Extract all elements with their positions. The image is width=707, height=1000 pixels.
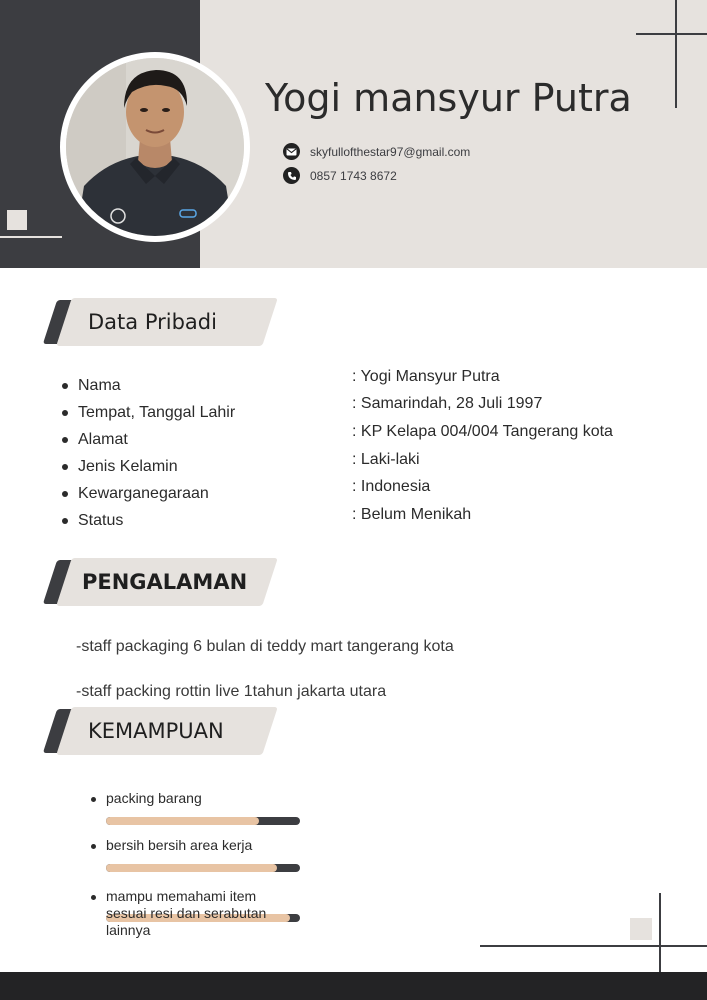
skill-level-bar [106, 864, 300, 872]
section-banner-data-pribadi [50, 298, 272, 346]
footer-bar [0, 972, 707, 1000]
experience-item: -staff packing rottin live 1tahun jakarta utara [76, 683, 387, 700]
decorative-square [630, 918, 652, 940]
field-value: : Samarindah, 28 Juli 1997 [352, 395, 543, 413]
phone-row [283, 167, 397, 184]
section-title: Data Pribadi [88, 310, 217, 334]
envelope-icon [283, 143, 300, 160]
decorative-line [0, 236, 62, 238]
field-value: : KP Kelapa 004/004 Tangerang kota [352, 422, 613, 440]
phone-icon [283, 167, 300, 184]
field-label: Tempat, Tanggal Lahir [62, 399, 235, 426]
field-label: Status [62, 507, 235, 534]
section-banner-kemampuan [50, 707, 272, 755]
email-text: skyfullofthestar97@gmail.com [310, 144, 471, 159]
decorative-line [636, 33, 707, 35]
phone-text: 0857 1743 8672 [310, 168, 397, 183]
skill-item: packing barang [91, 790, 202, 806]
section-title: PENGALAMAN [82, 570, 248, 594]
decorative-line [480, 945, 707, 947]
skill-level-fill [106, 817, 259, 825]
profile-photo [66, 58, 244, 236]
field-value: : Laki-laki [352, 450, 420, 468]
header-light-panel [200, 0, 707, 268]
field-label: Kewarganegaraan [62, 480, 235, 507]
candidate-name: Yogi mansyur Putra [265, 76, 632, 120]
field-value: : Belum Menikah [352, 505, 472, 523]
decorative-square [7, 210, 27, 230]
section-title: KEMAMPUAN [88, 719, 224, 743]
field-value: : Yogi Mansyur Putra [352, 367, 500, 385]
experience-item: -staff packaging 6 bulan di teddy mart tangerang kota [76, 638, 454, 655]
email-row [283, 143, 470, 160]
skill-item: bersih bersih area kerja [91, 837, 252, 853]
skill-level-bar [106, 817, 300, 825]
decorative-line [675, 0, 677, 108]
field-value: : Indonesia [352, 478, 431, 496]
personal-field-list [62, 372, 235, 534]
field-label: Alamat [62, 426, 235, 453]
skill-item: mampu memahami item sesuai resi dan serabutan lainnya [91, 888, 291, 939]
section-banner-pengalaman [50, 558, 272, 606]
field-label: Jenis Kelamin [62, 453, 235, 480]
skill-level-fill [106, 864, 277, 872]
personal-value-list [352, 363, 613, 529]
field-label: Nama [62, 372, 235, 399]
decorative-line [659, 893, 661, 973]
